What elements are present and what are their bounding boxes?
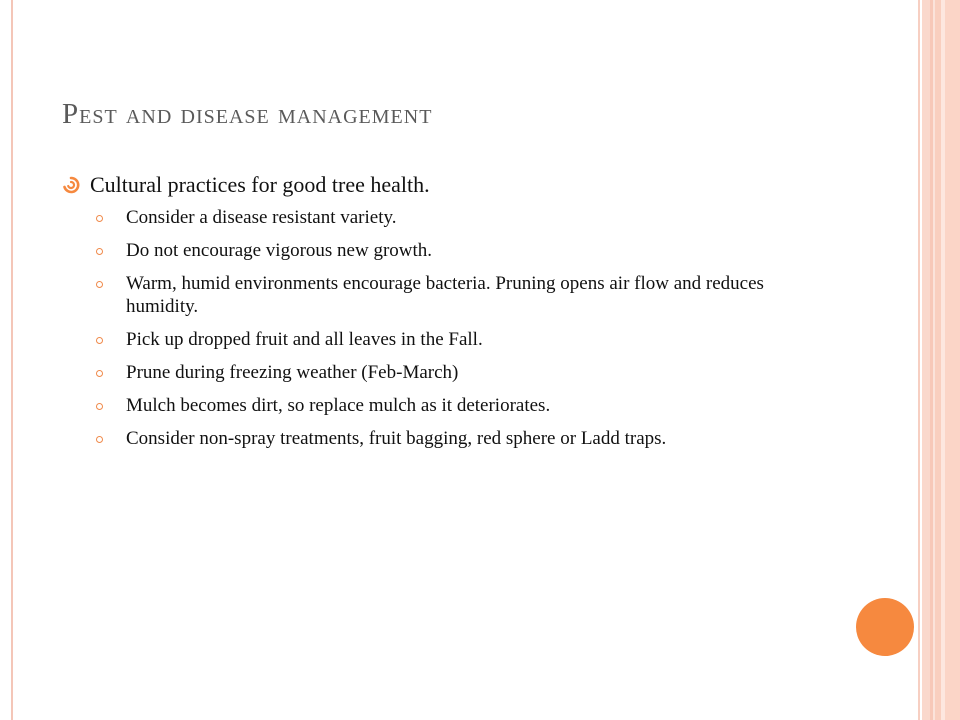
- sub-bullet-text: Do not encourage vigorous new growth.: [126, 240, 433, 261]
- right-stripe: [945, 0, 960, 720]
- hollow-circle-bullet-icon: [96, 436, 103, 443]
- hollow-circle-bullet-icon: [96, 403, 103, 410]
- list-item: [62, 272, 822, 318]
- sub-bullet-text: Mulch becomes dirt, so replace mulch as it deteriorates.: [126, 395, 551, 416]
- list-item: [62, 239, 822, 262]
- main-bullet-text: Cultural practices for good tree health.: [90, 172, 430, 197]
- list-item: [62, 206, 822, 229]
- sub-bullet-text: Pick up dropped fruit and all leaves in the Fall.: [126, 329, 483, 350]
- list-item: [62, 427, 822, 450]
- hollow-circle-bullet-icon: [96, 248, 103, 255]
- right-stripe: [918, 0, 920, 720]
- sub-bullet-list: [62, 206, 822, 450]
- sub-bullet-text: Consider a disease resistant variety.: [126, 207, 397, 228]
- list-item: [62, 328, 822, 351]
- left-border-line: [11, 0, 13, 720]
- slide-title: Pest and disease management: [62, 98, 433, 130]
- right-stripe: [922, 0, 930, 720]
- sub-bullet-text: Warm, humid environments encourage bacteria. Pruning opens air flow and reduces humidity.: [126, 273, 764, 317]
- slide-body: [62, 170, 822, 460]
- hollow-circle-bullet-icon: [96, 281, 103, 288]
- list-item: [62, 361, 822, 384]
- main-bullet-item: [62, 170, 822, 200]
- hollow-circle-bullet-icon: [96, 370, 103, 377]
- sub-bullet-text: Prune during freezing weather (Feb-March): [126, 362, 459, 383]
- sub-bullet-text: Consider non-spray treatments, fruit bagging, red sphere or Ladd traps.: [126, 428, 667, 449]
- hollow-circle-bullet-icon: [96, 337, 103, 344]
- orange-circle-decoration: [856, 598, 914, 656]
- hollow-circle-bullet-icon: [96, 215, 103, 222]
- orange-swirl-bullet-icon: [62, 176, 80, 194]
- list-item: [62, 394, 822, 417]
